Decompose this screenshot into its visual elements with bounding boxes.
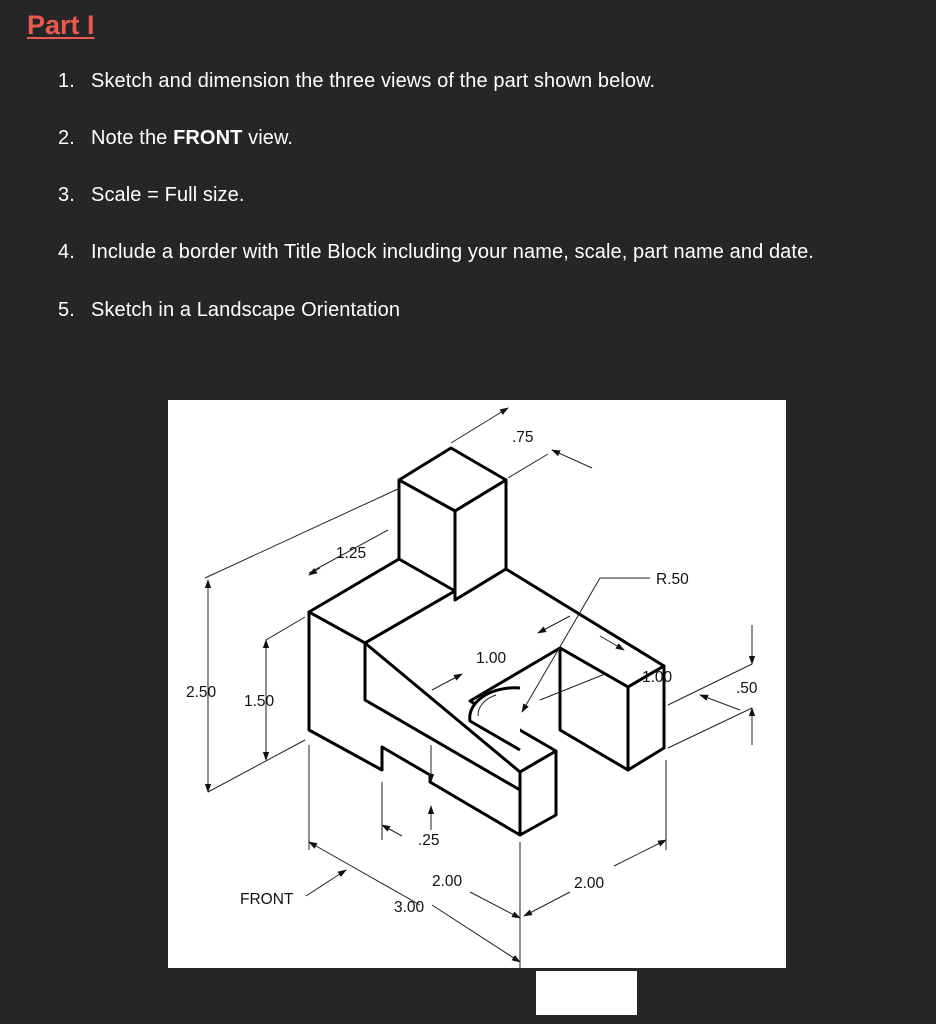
dim-150: 1.50 — [244, 693, 275, 710]
instruction-number: 1. — [58, 70, 75, 92]
instruction-text-end: view. — [242, 127, 294, 149]
extension-line — [205, 488, 400, 578]
instruction-4 — [58, 241, 814, 264]
instruction-text: Sketch and dimension the three views of the part shown below. — [91, 70, 656, 92]
dim-050: .50 — [736, 680, 758, 697]
instruction-5 — [58, 299, 400, 322]
instruction-number: 3. — [58, 184, 75, 206]
dim-line — [524, 892, 570, 916]
dim-075: .75 — [512, 429, 534, 446]
instruction-1 — [58, 70, 655, 93]
instruction-3 — [58, 184, 245, 207]
instruction-text: Sketch in a Landscape Orientation — [91, 299, 401, 321]
arrow — [309, 568, 320, 575]
instruction-text: Scale = Full size. — [91, 184, 245, 206]
instruction-text: Note the — [91, 127, 174, 149]
dim-200-right: 2.00 — [574, 875, 605, 892]
dim-200-left: 2.00 — [432, 873, 463, 890]
instruction-number: 2. — [58, 127, 75, 149]
page-title: Part I — [27, 10, 95, 40]
dim-250: 2.50 — [186, 684, 217, 701]
dim-line — [309, 842, 420, 905]
dim-125: 1.25 — [336, 545, 367, 562]
instruction-number: 5. — [58, 299, 75, 321]
instruction-2 — [58, 127, 293, 150]
dim-line — [614, 840, 666, 866]
dim-line — [451, 408, 508, 443]
instruction-number: 4. — [58, 241, 75, 263]
dim-300: 3.00 — [394, 899, 425, 916]
instruction-emphasis: FRONT — [173, 127, 243, 149]
dim-line — [700, 695, 740, 710]
front-label: FRONT — [240, 891, 294, 908]
blank-panel — [536, 971, 637, 1015]
part-body — [309, 448, 664, 835]
dim-line — [470, 892, 520, 918]
dim-line — [552, 450, 592, 468]
dim-025: .25 — [418, 832, 440, 849]
isometric-drawing — [168, 400, 786, 968]
isometric-part-svg — [168, 400, 786, 968]
dim-r050: R.50 — [656, 571, 689, 588]
instruction-text: Include a border with Title Block including your name, scale, part name and date. — [91, 241, 814, 263]
dim-line — [382, 825, 402, 836]
dim-100-slot: 1.00 — [476, 650, 507, 667]
dim-line — [432, 905, 520, 962]
front-arrow — [306, 870, 346, 896]
dim-100-arm: 1.00 — [642, 669, 673, 686]
extension-line — [266, 617, 305, 640]
extension-line — [508, 454, 548, 478]
extension-line — [668, 708, 752, 748]
extension-line — [208, 740, 305, 792]
